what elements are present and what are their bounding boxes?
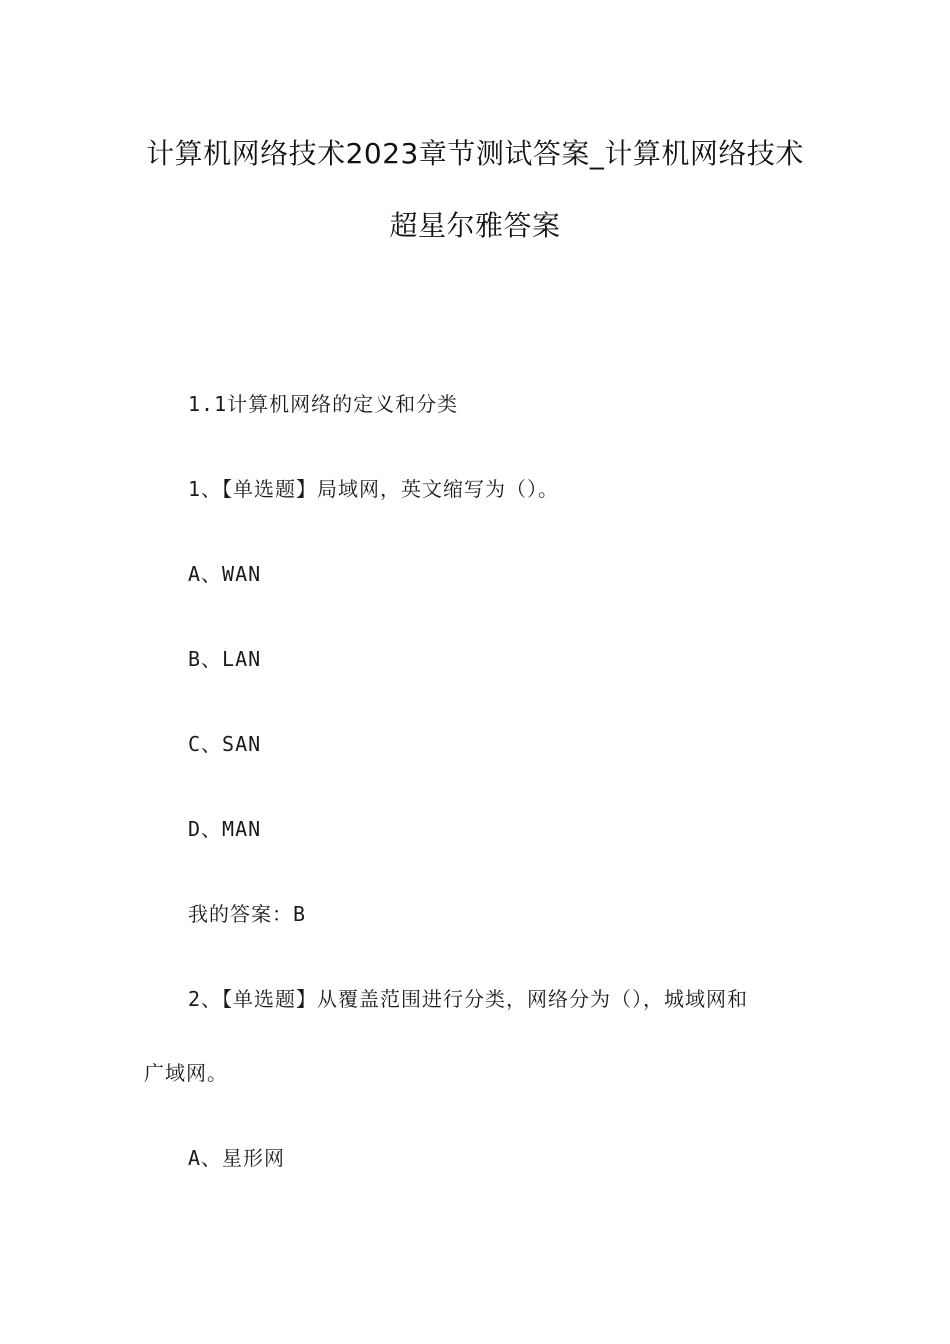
question-1-answer: 我的答案：B bbox=[188, 902, 307, 926]
question-2-option-a: A、星形网 bbox=[188, 1146, 286, 1170]
document-title-line-2: 超星尔雅答案 bbox=[389, 209, 561, 242]
question-1-option-d: D、MAN bbox=[188, 817, 262, 841]
question-1-option-c: C、SAN bbox=[188, 732, 262, 756]
question-1-option-a: A、WAN bbox=[188, 562, 262, 586]
section-heading: 1.1计算机网络的定义和分类 bbox=[188, 392, 459, 416]
question-1-option-b: B、LAN bbox=[188, 647, 262, 671]
document-title-line-1: 计算机网络技术2023章节测试答案_计算机网络技术 bbox=[146, 137, 804, 170]
question-1-stem: 1、【单选题】局域网，英文缩写为（）。 bbox=[188, 477, 560, 501]
question-2-stem-line-2: 广域网。 bbox=[144, 1061, 228, 1085]
question-2-stem-line-1: 2、【单选题】从覆盖范围进行分类，网络分为（），城域网和 bbox=[188, 987, 749, 1011]
